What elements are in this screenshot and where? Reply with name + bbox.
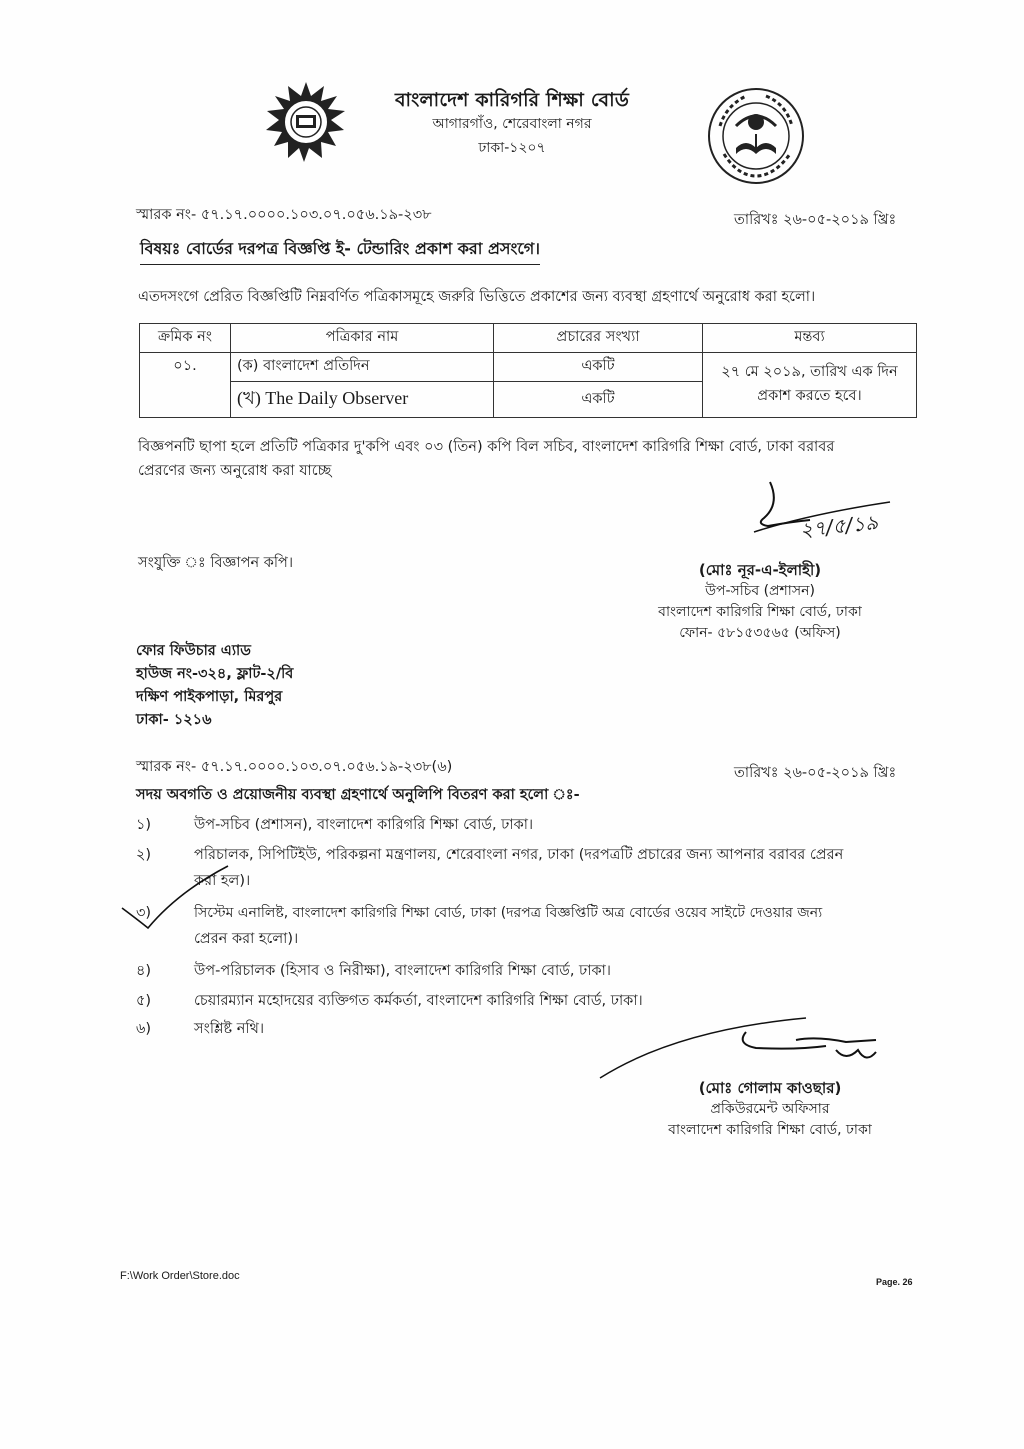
list-item-text: প্রেরন করা হলো)। bbox=[194, 931, 299, 947]
org-address-line2: ঢাকা-১২০৭ bbox=[478, 140, 546, 156]
copy-memo-ref-no: স্মারক নং- ৫৭.১৭.০০০০.১০৩.০৭.০৫৬.১৯-২৩৮(৬) bbox=[136, 759, 453, 775]
list-item-text: সিস্টেম এনালিষ্ট, বাংলাদেশ কারিগরি শিক্ষা বোর্ড, ঢাকা (দরপত্র বিজ্ঞপ্তিটি অত্র বোর্ডের ওয়েব সাইটে দেওয়ার জন্য bbox=[194, 905, 823, 921]
serial-cell: ০১. bbox=[140, 353, 231, 418]
col-count-header: প্রচারের সংখ্যা bbox=[494, 324, 703, 353]
request-line1: বিজ্ঞপনটি ছাপা হলে প্রতিটি পত্রিকার দু'কপি এবং ০৩ (তিন) কপি বিল সচিব, বাংলাদেশ কারিগরি শিক্ষা বোর্ড, ঢাকা বরাবর bbox=[138, 439, 835, 455]
remark-line1: ২৭ মে ২০১৯, তারিখ এক দিন bbox=[721, 364, 898, 380]
list-item-text: উপ-পরিচালক (হিসাব ও নিরীক্ষা), বাংলাদেশ কারিগরি শিক্ষা বোর্ড, ঢাকা। bbox=[194, 963, 611, 979]
signatory1-block bbox=[640, 560, 880, 644]
signatory2-designation: প্রকিউরমেন্ট অফিসার bbox=[710, 1101, 830, 1117]
count-cell: একটি bbox=[494, 353, 703, 382]
col-serial-header: ক্রমিক নং bbox=[140, 324, 231, 353]
memo-subject: বিষয়ঃ বোর্ডের দরপত্র বিজ্ঞপ্তি ই- টেন্ডারিং প্রকাশ করা প্রসংগে। bbox=[140, 236, 540, 265]
copy-memo-intro: সদয় অবগতি ও প্রয়োজনীয় ব্যবস্থা গ্রহণার্থে অনুলিপি বিতরণ করা হলো ঃ- bbox=[136, 787, 580, 803]
signatory2-name: (মোঃ গোলাম কাওছার) bbox=[698, 1079, 842, 1097]
col-remark-header: মন্তব্য bbox=[703, 324, 917, 353]
list-item-number: ১) bbox=[136, 817, 152, 833]
org-name: বাংলাদেশ কারিগরি শিক্ষা বোর্ড bbox=[394, 89, 630, 111]
signatory2-block bbox=[660, 1078, 880, 1141]
org-address-line1: আগারগাঁও, শেরেবাংলা নগর bbox=[432, 116, 592, 132]
signature-mark bbox=[596, 1010, 896, 1080]
list-item-number: ২) bbox=[136, 847, 152, 863]
list-item-text: চেয়ারম্যান মহোদয়ের ব্যক্তিগত কর্মকর্তা, বাংলাদেশ কারিগরি শিক্ষা বোর্ড, ঢাকা। bbox=[194, 993, 643, 1009]
list-item-text: পরিচালক, সিপিটিইউ, পরিকল্পনা মন্ত্রণালয়, শেরেবাংলা নগর, ঢাকা (দরপত্রটি প্রচারের জন্য আপনার বরাবর প্রেরন bbox=[194, 847, 844, 863]
list-item-number: ৫) bbox=[136, 993, 152, 1009]
table-header-row bbox=[140, 324, 917, 353]
signatory1-phone: ফোন- ৫৮১৫৩৫৬৫ (অফিস) bbox=[679, 625, 841, 641]
memo-ref-no: স্মারক নং- ৫৭.১৭.০০০০.১০৩.০৭.০৫৬.১৯-২৩৮ bbox=[136, 207, 432, 223]
recipient-line4: ঢাকা- ১২১৬ bbox=[136, 712, 212, 728]
footer-page-number: Page. 26 bbox=[876, 1277, 913, 1287]
round-stamp-icon bbox=[706, 86, 806, 186]
copy-memo-date: তারিখঃ ২৬-০৫-২০১৯ খ্রিঃ bbox=[734, 765, 897, 781]
signatory1-name: (মোঃ নূর-এ-ইলাহী) bbox=[698, 561, 822, 579]
recipient-line3: দক্ষিণ পাইকপাড়া, মিরপুর bbox=[136, 689, 283, 705]
signatory1-office: বাংলাদেশ কারিগরি শিক্ষা বোর্ড, ঢাকা bbox=[658, 604, 862, 620]
list-item-number: ৬) bbox=[136, 1021, 152, 1037]
list-item-text: সংশ্লিষ্ট নথি। bbox=[194, 1021, 265, 1037]
recipient-line2: হাউজ নং-৩২৪, ফ্লাট-২/বি bbox=[136, 666, 294, 682]
memo-date: তারিখঃ ২৬-০৫-২০১৯ খ্রিঃ bbox=[734, 212, 897, 228]
signature-date: ২৭/৫/১৯ bbox=[798, 509, 880, 543]
signatory1-designation: উপ-সচিব (প্রশাসন) bbox=[705, 583, 815, 599]
newspaper-name-cell: (ক) বাংলাদেশ প্রতিদিন bbox=[231, 353, 494, 382]
footer-file-path: F:\Work Order\Store.doc bbox=[120, 1270, 240, 1282]
list-item-text: করা হল)। bbox=[194, 873, 251, 889]
col-newspaper-header: পত্রিকার নাম bbox=[231, 324, 494, 353]
list-item-number: ৪) bbox=[136, 963, 152, 979]
remark-cell bbox=[703, 353, 917, 418]
list-item-number: ৩) bbox=[136, 905, 152, 921]
newspaper-name-cell: (খ) The Daily Observer bbox=[231, 382, 494, 418]
memo-intro: এতদসংগে প্রেরিত বিজ্ঞপ্তিটি নিম্নবর্ণিত পত্রিকাসমূহে জরুরি ভিত্তিতে প্রকাশের জন্য ব্যবস্থা গ্রহণার্থে অনুরোধ করা হলো। bbox=[138, 289, 816, 305]
checkmark-icon bbox=[118, 862, 238, 932]
list-item-text: উপ-সচিব (প্রশাসন), বাংলাদেশ কারিগরি শিক্ষা বোর্ড, ঢাকা। bbox=[194, 817, 534, 833]
newspaper-table bbox=[139, 323, 917, 418]
signatory2-office: বাংলাদেশ কারিগরি শিক্ষা বোর্ড, ঢাকা bbox=[668, 1122, 872, 1138]
recipient-address bbox=[136, 640, 293, 732]
count-cell: একটি bbox=[494, 382, 703, 418]
recipient-line1: ফোর ফিউচার এ্যাড bbox=[136, 643, 251, 659]
request-line2: প্রেরণের জন্য অনুরোধ করা যাচ্ছে bbox=[138, 463, 332, 479]
remark-line2: প্রকাশ করতে হবে। bbox=[757, 388, 862, 404]
table-row bbox=[140, 353, 917, 382]
attachment-note: সংযুক্তি ঃ বিজ্ঞাপন কপি। bbox=[138, 555, 294, 571]
